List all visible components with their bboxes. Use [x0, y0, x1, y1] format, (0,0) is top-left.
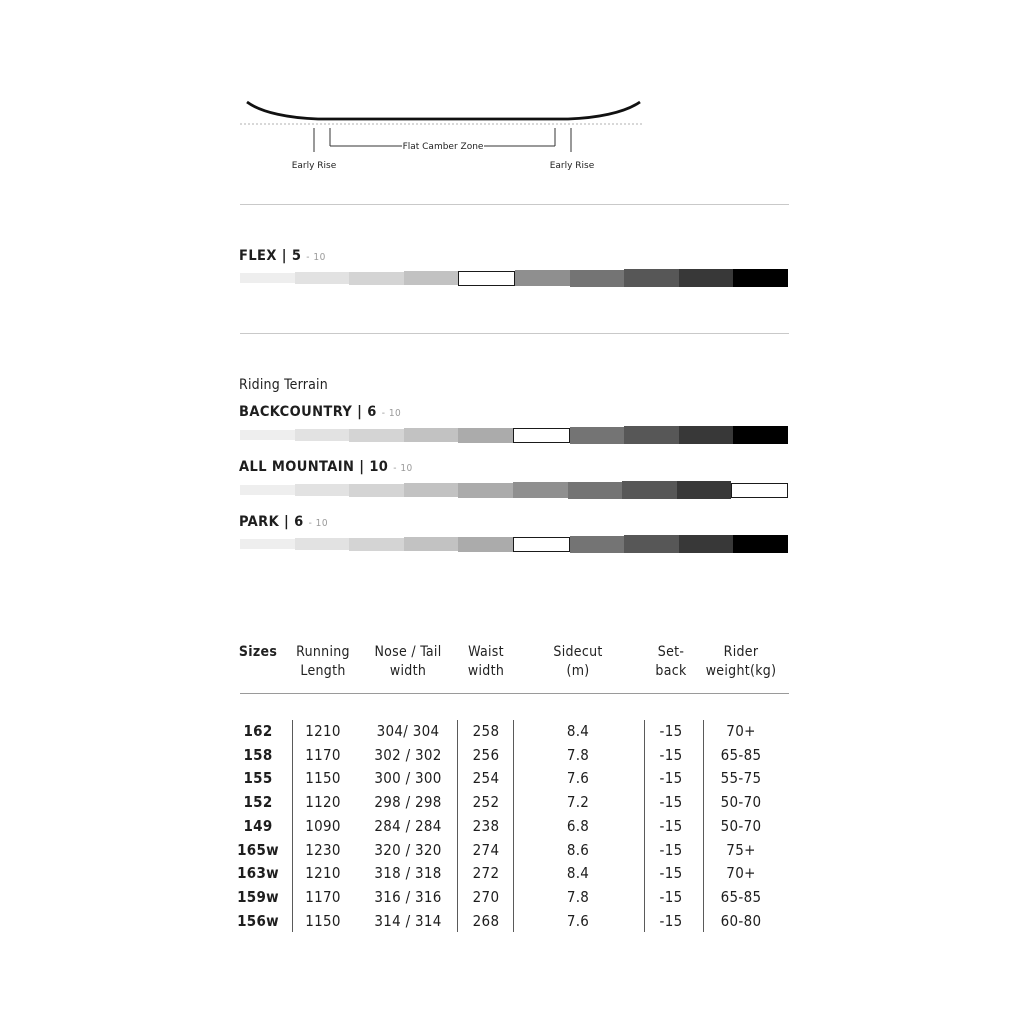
scale-segment: [570, 270, 625, 287]
table-row: [0, 744, 1024, 768]
park-rating: PARK | 6: [239, 514, 304, 530]
scale-segment: [349, 272, 404, 285]
header-running-length: Running Length: [296, 644, 350, 679]
scale-segment: [458, 537, 513, 552]
table-cell: 8.4: [566, 722, 590, 740]
scale-segment: [240, 485, 295, 495]
table-cell: 316 / 316: [374, 887, 442, 906]
table-cell: -15: [659, 793, 683, 812]
divider-top: [240, 204, 789, 205]
scale-segment: [349, 538, 404, 551]
header-setback: Set- back: [655, 644, 687, 679]
table-cell: 272: [472, 864, 500, 883]
all-mountain-max: - 10: [393, 463, 413, 474]
table-cell: 268: [472, 911, 500, 930]
scale-segment: [404, 483, 459, 497]
table-cell: 1230: [305, 840, 341, 859]
table-cell: -15: [659, 840, 683, 859]
table-cell: 65-85: [720, 745, 762, 764]
scale-segment: [404, 428, 459, 442]
flex-scale: [240, 269, 788, 287]
table-row: [0, 862, 1024, 886]
scale-segment: [513, 482, 568, 498]
flat-camber-zone-label: Flat Camber Zone: [402, 142, 484, 152]
backcountry-max: - 10: [381, 408, 402, 419]
table-cell: 7.2: [566, 793, 590, 812]
table-cell: 162: [243, 722, 273, 740]
table-cell: 1120: [305, 793, 341, 812]
scale-segment-selected: [513, 537, 570, 552]
board-profile-curve: [247, 102, 640, 119]
scale-segment: [349, 484, 404, 497]
scale-segment: [295, 484, 350, 496]
scale-segment: [624, 269, 679, 287]
scale-segment: [240, 430, 295, 440]
scale-segment: [624, 535, 679, 553]
table-cell: 7.8: [566, 887, 590, 906]
table-cell: -15: [659, 887, 683, 906]
table-cell: -15: [659, 816, 683, 835]
scale-segment: [624, 426, 679, 444]
table-cell: 55-75: [720, 769, 762, 788]
table-cell: 8.4: [566, 864, 590, 883]
scale-segment: [677, 481, 732, 499]
table-cell: 1150: [305, 911, 341, 930]
table-row: [0, 815, 1024, 839]
table-cell: 254: [472, 769, 500, 788]
header-waist-width: Waist width: [467, 644, 505, 679]
backcountry-scale: [240, 426, 788, 444]
table-cell: 304/ 304: [376, 722, 440, 740]
park-scale: [240, 535, 788, 553]
table-row: [0, 839, 1024, 863]
scale-segment: [679, 426, 734, 444]
all-mountain-scale: [240, 481, 788, 499]
table-cell: 1150: [305, 769, 341, 788]
scale-segment: [570, 427, 625, 444]
scale-segment: [295, 538, 350, 550]
table-row: [0, 767, 1024, 791]
scale-segment: [622, 481, 677, 499]
table-cell: 318 / 318: [374, 864, 442, 883]
scale-segment: [295, 429, 350, 441]
table-cell: 8.6: [566, 840, 590, 859]
flex-label: [239, 248, 326, 264]
table-cell: 258: [472, 722, 500, 740]
header-sizes: Sizes: [238, 644, 278, 660]
table-header-rule: [240, 693, 789, 694]
scale-segment: [679, 535, 734, 553]
table-cell: 302 / 302: [374, 745, 442, 764]
scale-segment: [404, 271, 459, 285]
table-cell: 1170: [305, 887, 341, 906]
flex-max: - 10: [306, 252, 326, 263]
table-cell: 70+: [726, 722, 756, 740]
early-rise-left-label: Early Rise: [291, 161, 337, 171]
table-cell: 300 / 300: [374, 769, 442, 788]
table-cell: 314 / 314: [374, 911, 442, 930]
table-cell: -15: [659, 722, 683, 740]
scale-segment-selected: [731, 483, 788, 498]
park-max: - 10: [308, 518, 329, 529]
table-cell: 7.6: [566, 769, 590, 788]
table-cell: 274: [472, 840, 500, 859]
table-cell: 1170: [305, 745, 341, 764]
table-cell: 155: [243, 769, 273, 788]
table-cell: 298 / 298: [374, 793, 442, 812]
table-cell: 70+: [726, 864, 756, 883]
table-cell: 320 / 320: [374, 840, 442, 859]
table-cell: 152: [243, 793, 273, 812]
header-sidecut: Sidecut (m): [553, 644, 603, 679]
scale-segment: [568, 482, 623, 499]
table-cell: 270: [472, 887, 500, 906]
table-cell: -15: [659, 911, 683, 930]
table-cell: 256: [472, 745, 500, 764]
table-cell: 163w: [237, 864, 279, 883]
table-cell: 1090: [305, 816, 341, 835]
table-cell: -15: [659, 864, 683, 883]
table-cell: 65-85: [720, 887, 762, 906]
scale-segment: [679, 269, 734, 287]
table-cell: 1210: [305, 722, 341, 740]
scale-segment: [733, 535, 788, 553]
table-cell: -15: [659, 769, 683, 788]
flex-rating: FLEX | 5: [239, 248, 302, 264]
table-cell: 1210: [305, 864, 341, 883]
scale-segment: [570, 536, 625, 553]
scale-segment: [458, 483, 513, 498]
scale-segment: [349, 429, 404, 442]
scale-segment: [733, 269, 788, 287]
board-profile-diagram: [236, 92, 648, 176]
table-cell: -15: [659, 745, 683, 764]
table-cell: 238: [472, 816, 500, 835]
scale-segment: [733, 426, 788, 444]
scale-segment-selected: [513, 428, 570, 443]
table-cell: 75+: [726, 840, 756, 859]
riding-terrain-heading: Riding Terrain: [239, 377, 328, 393]
table-cell: 159w: [237, 887, 279, 906]
table-cell: 60-80: [720, 911, 762, 930]
all-mountain-rating: ALL MOUNTAIN | 10: [239, 459, 389, 475]
table-cell: 7.6: [566, 911, 590, 930]
scale-segment: [458, 428, 513, 443]
table-cell: 165w: [237, 840, 279, 859]
table-row: [0, 720, 1024, 744]
backcountry-label: [239, 404, 401, 420]
table-cell: 284 / 284: [374, 816, 442, 835]
table-row: [0, 791, 1024, 815]
scale-segment: [515, 270, 570, 286]
table-cell: 149: [243, 816, 273, 835]
table-cell: 158: [243, 745, 273, 764]
table-cell: 50-70: [720, 793, 762, 812]
park-label: [239, 514, 328, 530]
scale-segment-selected: [458, 271, 515, 286]
divider-middle: [240, 333, 789, 334]
header-rider-weight: Rider weight(kg): [705, 644, 777, 679]
scale-segment: [240, 539, 295, 549]
scale-segment: [295, 272, 350, 284]
early-rise-right-label: Early Rise: [549, 161, 595, 171]
table-row: [0, 886, 1024, 910]
scale-segment: [404, 537, 459, 551]
table-row: [0, 910, 1024, 934]
table-cell: 50-70: [720, 816, 762, 835]
all-mountain-label: [239, 459, 413, 475]
table-cell: 7.8: [566, 745, 590, 764]
table-cell: 6.8: [566, 816, 590, 835]
table-cell: 156w: [237, 911, 279, 930]
table-cell: 252: [472, 793, 500, 812]
backcountry-rating: BACKCOUNTRY | 6: [239, 404, 377, 420]
scale-segment: [240, 273, 295, 283]
header-nose-tail-width: Nose / Tail width: [374, 644, 442, 679]
